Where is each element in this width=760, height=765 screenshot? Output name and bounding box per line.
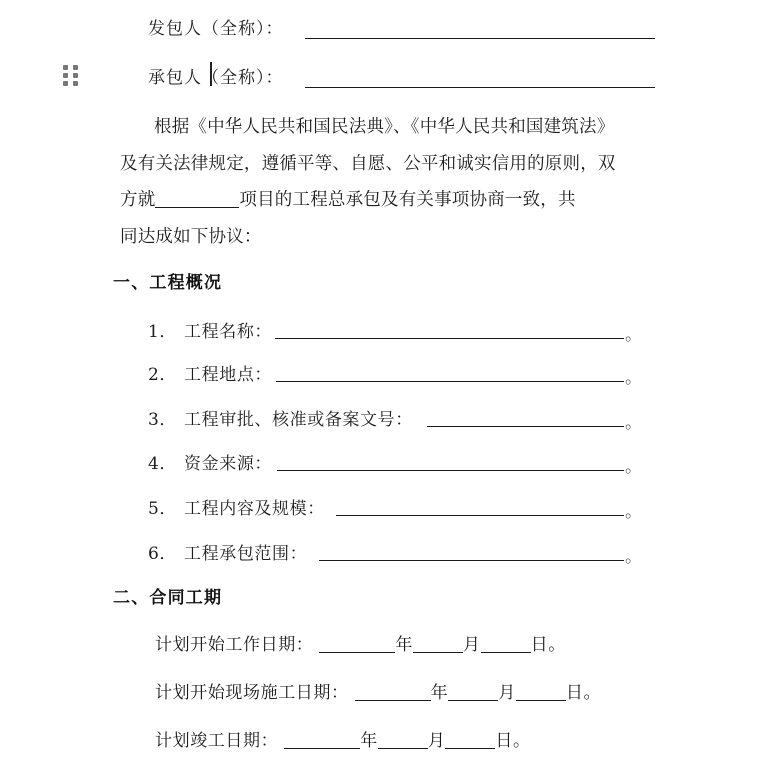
date-month-unit: 月 [498,683,516,703]
date-year-blank[interactable] [284,748,360,749]
preamble-line-3-after: 项目的工程总承包及有关事项协商一致，共 [239,190,576,210]
employer-label: 发包人（全称）： [148,19,284,39]
date-period: 。 [548,635,566,655]
date-year-unit: 年 [430,683,449,703]
contractor-name-blank[interactable] [305,87,655,88]
date-year-blank[interactable] [355,700,431,701]
drag-dot [73,81,78,86]
drag-handle-dots-icon[interactable] [63,65,79,86]
item-scope-and-scale-blank[interactable] [336,515,624,516]
date-month-blank[interactable] [413,652,463,653]
employer-name-blank[interactable] [305,38,655,39]
drag-dot [73,65,78,70]
item-project-location-period: 。 [625,368,642,388]
preamble-line-2 [120,150,656,175]
date-month-unit: 月 [463,635,481,655]
date-period: 。 [583,683,602,703]
date-day-blank[interactable] [516,700,566,701]
item-label: 工程地点： [184,365,273,385]
item-approval-number-blank[interactable] [427,426,624,427]
item-label: 工程审批、核准或备案文号： [184,410,413,430]
item-approval-number [148,405,413,430]
date-year-blank[interactable] [319,652,395,653]
preamble-line-1-text: 根据《中华人民共和国民法典》、《中华人民共和国建筑法》 [154,117,615,137]
date-label: 计划开始工作日期： [155,635,314,655]
date-label: 计划开始现场施工日期： [155,683,349,703]
item-contract-scope-blank[interactable] [319,560,624,561]
preamble-line-4: 同达成如下协议： [120,227,262,247]
drag-dot [73,73,78,78]
item-project-name [148,317,272,342]
item-label: 工程名称： [184,322,273,342]
date-month-unit: 月 [427,731,446,751]
item-label: 工程承包范围： [184,544,308,564]
item-label: 资金来源： [184,454,273,474]
date-year-unit: 年 [360,731,378,751]
item-funding-source [148,449,272,474]
item-project-name-period: 。 [625,325,642,345]
date-day-unit: 日 [565,683,584,703]
item-number: 6． [148,544,178,564]
item-scope-and-scale [148,494,325,519]
drag-dot [63,73,68,78]
contractor-label: 承包人（全称）： [148,68,284,88]
item-project-name-blank[interactable] [275,338,624,339]
item-funding-source-blank[interactable] [277,470,624,471]
item-number: 3． [148,410,178,430]
item-label: 工程内容及规模： [184,499,325,519]
preamble-line-3-before: 方就 [120,190,156,210]
item-project-location [148,360,272,385]
date-day-blank[interactable] [481,652,531,653]
drag-dot [63,65,68,70]
date-planned-work-start [155,630,566,655]
date-planned-site-construction-start [155,678,601,703]
date-day-unit: 日 [495,731,514,751]
section-heading-contract-period: 二、合同工期 [113,588,223,607]
date-label: 计划竣工日期： [155,731,279,751]
drag-dot [63,81,68,86]
item-project-location-blank[interactable] [276,381,624,382]
preamble-line-1 [120,113,656,138]
item-contract-scope [148,539,307,564]
date-day-blank[interactable] [445,748,495,749]
section-heading-project-overview: 一、工程概况 [113,273,223,292]
item-scope-and-scale-period: 。 [625,502,642,522]
item-number: 2． [148,365,178,385]
item-funding-source-period: 。 [625,457,642,477]
date-period: 。 [513,731,531,751]
date-year-unit: 年 [395,635,414,655]
item-approval-number-period: 。 [625,413,642,433]
preamble-line-3 [120,186,656,211]
date-planned-completion [155,726,531,751]
item-number: 1． [148,322,178,342]
date-month-blank[interactable] [378,748,428,749]
item-number: 4． [148,454,178,474]
item-contract-scope-period: 。 [625,547,642,567]
date-day-unit: 日 [530,635,549,655]
preamble-line-2-text: 及有关法律规定，遵循平等、自愿、公平和诚实信用的原则，双 [120,154,616,174]
date-month-blank[interactable] [448,700,498,701]
item-number: 5． [148,499,178,519]
project-name-blank[interactable] [155,207,239,208]
